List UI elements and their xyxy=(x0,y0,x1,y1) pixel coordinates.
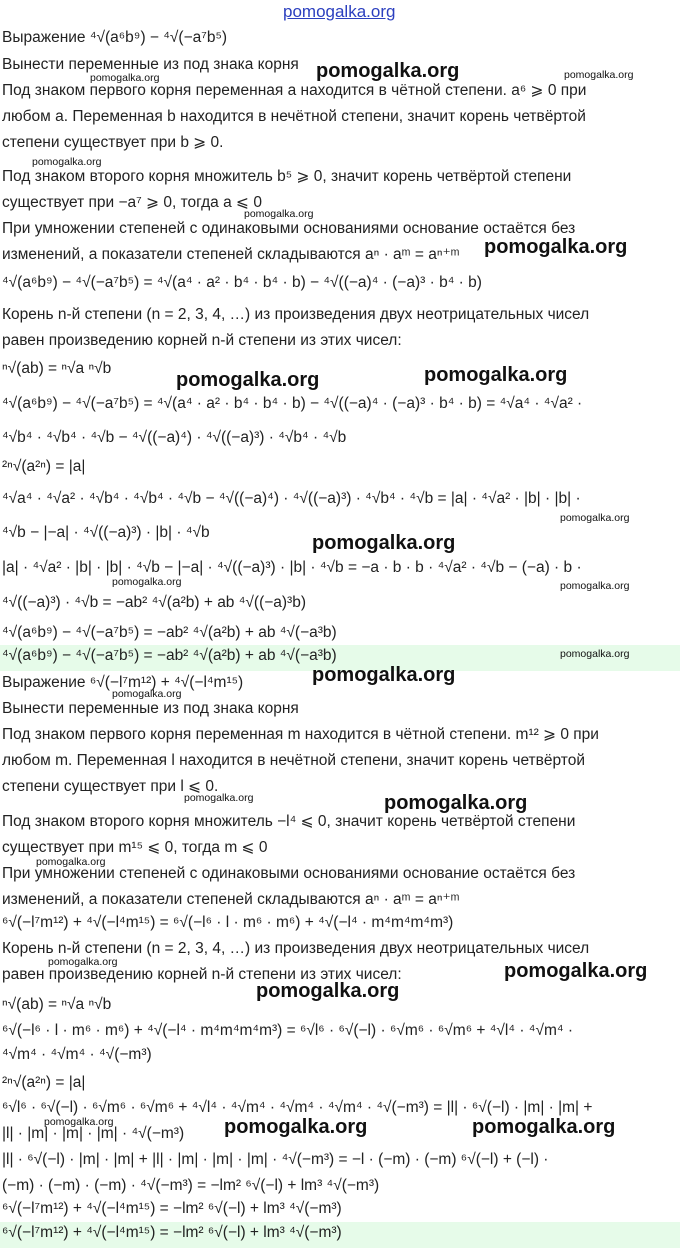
solution-line: ⁴√(a⁶b⁹) − ⁴√(−a⁷b⁵) = ⁴√(a⁴ · a² · b⁴ · b⁴ · b) − ⁴√((−a)⁴ · (−a)³ · b⁴ · b) xyxy=(2,274,482,291)
solution-line: |l| · ⁶√(−l) · |m| · |m| + |l| · |m| · |m| · |m| · ⁴√(−m³) = −l · (−m) · (−m) ⁶√(−l) + (−l) · xyxy=(2,1151,549,1168)
solution-line: Под знаком первого корня переменная m находится в чётной степени. m¹² ⩾ 0 при xyxy=(2,726,599,743)
solution-line: |a| · ⁴√a² · |b| · |b| · ⁴√b − |−a| · ⁴√((−a)³) · |b| · ⁴√b = −a · b · b · ⁴√a² · ⁴√b − (−a) · b · xyxy=(2,559,582,576)
solution-line: ⁴√(a⁶b⁹) − ⁴√(−a⁷b⁵) = −ab² ⁴√(a²b) + ab ⁴√(−a³b) xyxy=(2,624,337,641)
watermark: pomogalka.org xyxy=(112,688,182,700)
watermark: pomogalka.org xyxy=(384,792,528,814)
watermark: pomogalka.org xyxy=(90,72,160,84)
watermark: pomogalka.org xyxy=(560,648,630,660)
solution-line: ⁿ√(ab) = ⁿ√a ⁿ√b xyxy=(2,996,112,1013)
solution-line: существует при m¹⁵ ⩽ 0, тогда m ⩽ 0 xyxy=(2,839,268,856)
watermark: pomogalka.org xyxy=(484,236,628,258)
solution-line: ⁴√a⁴ · ⁴√a² · ⁴√b⁴ · ⁴√b⁴ · ⁴√b − ⁴√((−a)⁴) · ⁴√((−a)³) · ⁴√b⁴ · ⁴√b = |a| · ⁴√a² · |b| · |b| · xyxy=(2,490,581,507)
solution-line: ⁿ√(ab) = ⁿ√a ⁿ√b xyxy=(2,360,112,377)
watermark: pomogalka.org xyxy=(424,364,568,386)
solution-line: ⁶√(−l⁶ · l · m⁶ · m⁶) + ⁴√(−l⁴ · m⁴m⁴m⁴m³) = ⁶√l⁶ · ⁶√(−l) · ⁶√m⁶ · ⁶√m⁶ + ⁴√l⁴ · ⁴√m⁴ · xyxy=(2,1022,573,1039)
solution-line: изменений, а показатели степеней складываются aⁿ · aᵐ = aⁿ⁺ᵐ xyxy=(2,891,460,908)
solution-line: Корень n-й степени (n = 2, 3, 4, …) из произведения двух неотрицательных чисел xyxy=(2,940,590,957)
solution-line: степени существует при l ⩽ 0. xyxy=(2,778,219,795)
watermark: pomogalka.org xyxy=(316,60,460,82)
solution-line: равен произведению корней n-й степени из этих чисел: xyxy=(2,966,402,983)
solution-line: изменений, а показатели степеней складываются aⁿ · aᵐ = aⁿ⁺ᵐ xyxy=(2,246,460,263)
watermark: pomogalka.org xyxy=(472,1116,616,1138)
watermark: pomogalka.org xyxy=(48,956,118,968)
watermark: pomogalka.org xyxy=(184,792,254,804)
solution-line: ⁶√(−l⁷m¹²) + ⁴√(−l⁴m¹⁵) = ⁶√(−l⁶ · l · m⁶ · m⁶) + ⁴√(−l⁴ · m⁴m⁴m⁴m³) xyxy=(2,914,454,931)
solution-line: Под знаком второго корня множитель −l⁴ ⩽ 0, значит корень четвёртой степени xyxy=(2,813,576,830)
watermark: pomogalka.org xyxy=(504,960,648,982)
solution-line: Выражение ⁴√(a⁶b⁹) − ⁴√(−a⁷b⁵) xyxy=(2,29,228,46)
watermark: pomogalka.org xyxy=(564,69,634,81)
solution-line: Корень n-й степени (n = 2, 3, 4, …) из произведения двух неотрицательных чисел xyxy=(2,306,590,323)
solution-line: Под знаком первого корня переменная a находится в чётной степени. a⁶ ⩾ 0 при xyxy=(2,82,587,99)
watermark: pomogalka.org xyxy=(256,980,400,1002)
watermark: pomogalka.org xyxy=(176,369,320,391)
solution-line: любом a. Переменная b находится в нечётной степени, значит корень четвёртой xyxy=(2,108,586,125)
watermark: pomogalka.org xyxy=(36,856,106,868)
watermark: pomogalka.org xyxy=(32,156,102,168)
watermark: pomogalka.org xyxy=(244,208,314,220)
solution-line: (−m) · (−m) · (−m) · ⁴√(−m³) = −lm² ⁶√(−l) + lm³ ⁴√(−m³) xyxy=(2,1177,380,1194)
solution-line: ⁴√((−a)³) · ⁴√b = −ab² ⁴√(a²b) + ab ⁴√((−a)³b) xyxy=(2,594,307,611)
solution-line: Выражение ⁶√(−l⁷m¹²) + ⁴√(−l⁴m¹⁵) xyxy=(2,674,244,691)
solution-line: равен произведению корней n-й степени из этих чисел: xyxy=(2,332,402,349)
answer-line: ⁶√(−l⁷m¹²) + ⁴√(−l⁴m¹⁵) = −lm² ⁶√(−l) + lm³ ⁴√(−m³) xyxy=(0,1222,680,1248)
solution-line: ⁴√(a⁶b⁹) − ⁴√(−a⁷b⁵) = ⁴√(a⁴ · a² · b⁴ · b⁴ · b) − ⁴√((−a)⁴ · (−a)³ · b⁴ · b) = ⁴√a⁴ · ⁴√a² · xyxy=(2,395,583,412)
solution-line: Вынести переменные из под знака корня xyxy=(2,700,299,717)
watermark: pomogalka.org xyxy=(560,580,630,592)
solution-line: ⁴√b − |−a| · ⁴√((−a)³) · |b| · ⁴√b xyxy=(2,524,210,541)
answer-line: ⁴√(a⁶b⁹) − ⁴√(−a⁷b⁵) = −ab² ⁴√(a²b) + ab ⁴√(−a³b) xyxy=(0,645,680,671)
watermark: pomogalka.org xyxy=(312,664,456,686)
solution-line: ⁴√b⁴ · ⁴√b⁴ · ⁴√b − ⁴√((−a)⁴) · ⁴√((−a)³) · ⁴√b⁴ · ⁴√b xyxy=(2,429,347,446)
watermark: pomogalka.org xyxy=(312,532,456,554)
solution-line: При умножении степеней с одинаковыми основаниями основание остаётся без xyxy=(2,220,576,237)
solution-line: |l| · |m| · |m| · |m| · ⁴√(−m³) xyxy=(2,1125,185,1142)
solution-line: ⁶√(−l⁷m¹²) + ⁴√(−l⁴m¹⁵) = −lm² ⁶√(−l) + lm³ ⁴√(−m³) xyxy=(2,1200,342,1217)
solution-line: При умножении степеней с одинаковыми основаниями основание остаётся без xyxy=(2,865,576,882)
watermark: pomogalka.org xyxy=(560,512,630,524)
solution-line: любом m. Переменная l находится в нечётной степени, значит корень четвёртой xyxy=(2,752,585,769)
site-header-link[interactable]: pomogalka.org xyxy=(283,2,396,21)
solution-line: ²ⁿ√(a²ⁿ) = |a| xyxy=(2,458,86,475)
watermark: pomogalka.org xyxy=(112,576,182,588)
solution-line: ⁴√m⁴ · ⁴√m⁴ · ⁴√(−m³) xyxy=(2,1046,152,1063)
solution-line: ²ⁿ√(a²ⁿ) = |a| xyxy=(2,1074,86,1091)
solution-line: Вынести переменные из под знака корня xyxy=(2,56,299,73)
solution-line: степени существует при b ⩾ 0. xyxy=(2,134,224,151)
solution-line: существует при −a⁷ ⩾ 0, тогда a ⩽ 0 xyxy=(2,194,262,211)
solution-line: ⁶√l⁶ · ⁶√(−l) · ⁶√m⁶ · ⁶√m⁶ + ⁴√l⁴ · ⁴√m⁴ · ⁴√m⁴ · ⁴√m⁴ · ⁴√(−m³) = |l| · ⁶√(−l) · |m| · |m| + xyxy=(2,1099,593,1116)
watermark: pomogalka.org xyxy=(44,1116,114,1128)
solution-line: Под знаком второго корня множитель b⁵ ⩾ 0, значит корень четвёртой степени xyxy=(2,168,572,185)
watermark: pomogalka.org xyxy=(224,1116,368,1138)
